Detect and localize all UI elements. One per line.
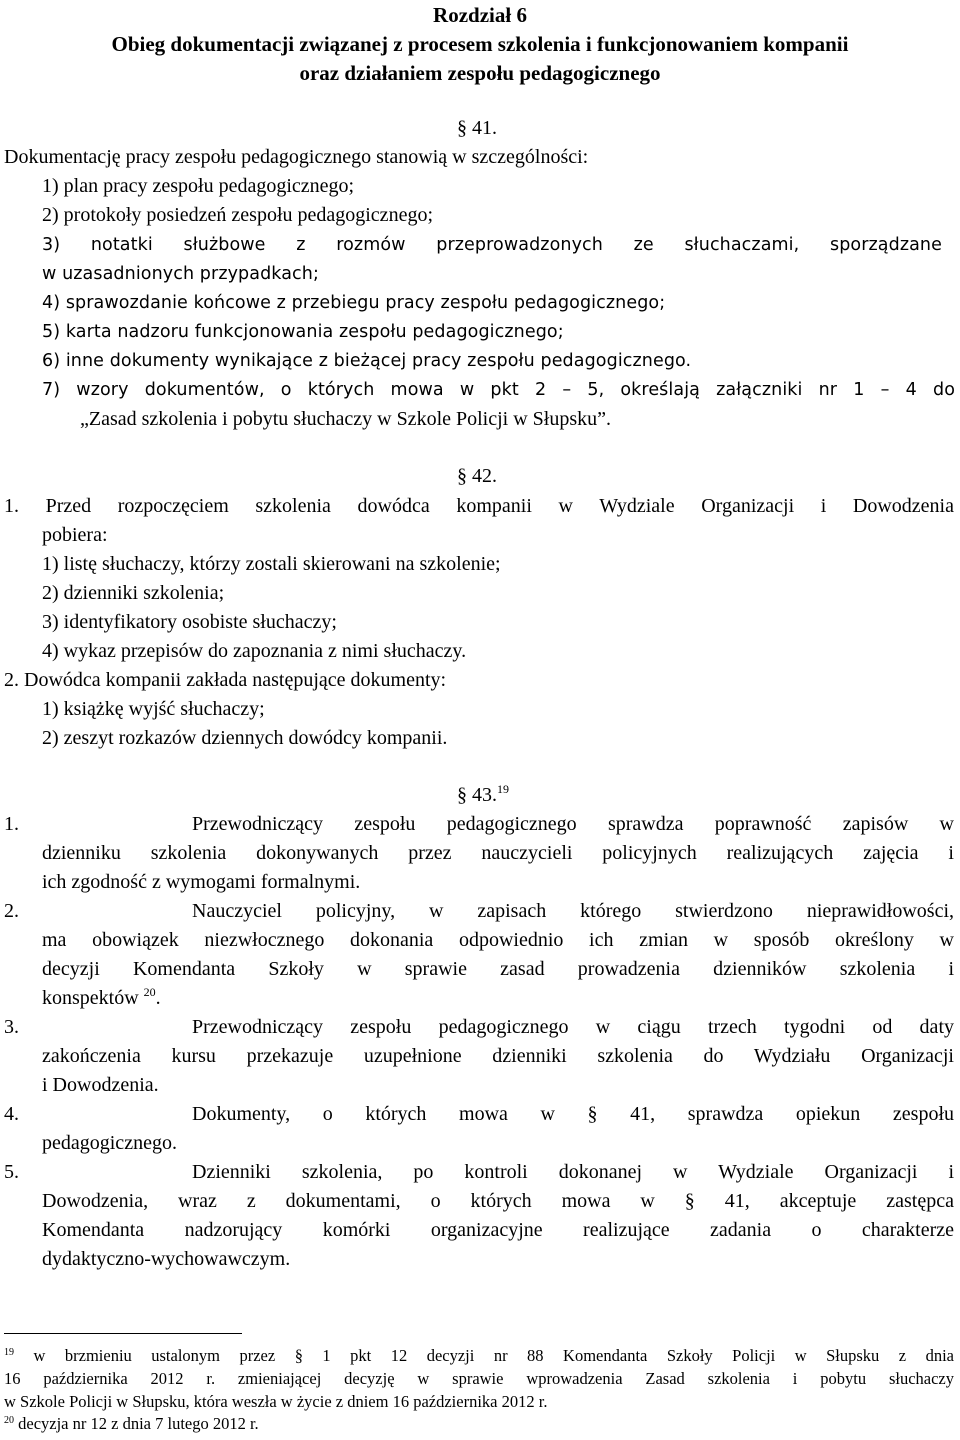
- section-43-label: [457, 781, 509, 809]
- point-first-line: Przewodniczący zespołu pedagogicznego w ciągu trzech tygodni od daty: [192, 1016, 954, 1038]
- point-first-line: Przewodniczący zespołu pedagogicznego sprawdza poprawność zapisów w: [192, 813, 954, 835]
- section-41-item-continuation: „Zasad szkolenia i pobytu słuchaczy w Szkole Policji w Słupsku”.: [80, 408, 612, 430]
- section-41-item: 2) protokoły posiedzeń zespołu pedagogicznego;: [42, 204, 433, 226]
- footnote-20-text: decyzja nr 12 z dnia 7 lutego 2012 r.: [18, 1414, 259, 1433]
- section-41-item: 3) notatki służbowe z rozmów przeprowadzonych ze słuchaczami, sporządzane: [42, 235, 942, 255]
- section-42-paragraph-1-continuation: pobiera:: [42, 524, 108, 546]
- section-43-label-text: § 43.: [457, 784, 497, 806]
- section-42-paragraph-2: 2. Dowódca kompanii zakłada następujące dokumenty:: [4, 669, 447, 691]
- footnote-ref-19: 19: [497, 782, 509, 796]
- section-42-paragraph-1: 1. Przed rozpoczęciem szkolenia dowódca kompanii w Wydziale Organizacji i Dowodzenia: [4, 495, 954, 517]
- point-line: ich zgodność z wymogami formalnymi.: [42, 871, 361, 893]
- section-42-item: 2) dzienniki szkolenia;: [42, 582, 225, 604]
- section-41-item: 7) wzory dokumentów, o których mowa w pkt 2 – 5, określają załączniki nr 1 – 4 do: [42, 380, 955, 400]
- point-line: dydaktyczno-wychowawczym.: [42, 1248, 291, 1270]
- section-42-item: 3) identyfikatory osobiste słuchaczy;: [42, 611, 337, 633]
- point-first-line: Dokumenty, o których mowa w § 41, sprawdza opiekun zespołu: [192, 1103, 954, 1125]
- footnote-19-number: 19: [4, 1347, 14, 1358]
- point-number: 2.: [4, 900, 19, 922]
- point-number: 1.: [4, 813, 19, 835]
- footnote-19-text: w brzmieniu ustalonym przez § 1 pkt 12 decyzji nr 88 Komendanta Szkoły Policji w Słupsku z dnia: [33, 1346, 954, 1365]
- chapter-title-line-1: Obieg dokumentacji związanej z procesem szkolenia i funkcjonowaniem kompanii: [111, 32, 849, 56]
- footnote-20-number: 20: [4, 1415, 14, 1426]
- point-line: [42, 984, 161, 1012]
- footnote-20: [4, 1413, 259, 1434]
- section-41-item: 6) inne dokumenty wynikające z bieżącej pracy zespołu pedagogicznego.: [42, 351, 692, 371]
- section-41-item-continuation: w uzasadnionych przypadkach;: [42, 264, 319, 284]
- section-42-item: 1) książkę wyjść słuchaczy;: [42, 698, 265, 720]
- point-number: 4.: [4, 1103, 19, 1125]
- point-number: 3.: [4, 1016, 19, 1038]
- footnote-19-line-3: w Szkole Policji w Słupsku, która weszła w życie z dniem 16 października 2012 r.: [4, 1392, 548, 1411]
- point-line: dzienniku szkolenia dokonywanych przez nauczycieli policyjnych realizujących zajęcia i: [42, 842, 954, 864]
- point-line: Dowodzenia, wraz z dokumentami, o których mowa w § 41, akceptuje zastępca: [42, 1190, 954, 1212]
- point-line-text: konspektów: [42, 987, 139, 1009]
- footnote-separator: [4, 1333, 242, 1334]
- section-41-item: 5) karta nadzoru funkcjonowania zespołu pedagogicznego;: [42, 322, 564, 342]
- footnote-19-line-1: [4, 1345, 954, 1366]
- section-42-item: 1) listę słuchaczy, którzy zostali skierowani na szkolenie;: [42, 553, 501, 575]
- point-line: Komendanta nadzorujący komórki organizacyjne realizujące zadania o charakterze: [42, 1219, 954, 1241]
- chapter-heading: Rozdział 6: [433, 3, 527, 27]
- section-41-item: 1) plan pracy zespołu pedagogicznego;: [42, 175, 355, 197]
- point-line-tail: .: [155, 987, 161, 1009]
- footnote-19-line-2: 16 października 2012 r. zmieniającej decyzję w sprawie wprowadzenia Zasad szkolenia i pobytu słuchaczy: [4, 1369, 954, 1388]
- section-42-label: § 42.: [457, 465, 497, 487]
- chapter-title-line-2: oraz działaniem zespołu pedagogicznego: [299, 61, 661, 85]
- point-line: i Dowodzenia.: [42, 1074, 159, 1096]
- point-line: ma obowiązek niezwłocznego dokonania odpowiednio ich zmian w sposób określony w: [42, 929, 954, 951]
- point-line: zakończenia kursu przekazuje uzupełnione dzienniki szkolenia do Wydziału Organizacji: [42, 1045, 954, 1067]
- section-42-item: 4) wykaz przepisów do zapoznania z nimi słuchaczy.: [42, 640, 467, 662]
- section-41-item: 4) sprawozdanie końcowe z przebiegu pracy zespołu pedagogicznego;: [42, 293, 666, 313]
- point-number: 5.: [4, 1161, 19, 1183]
- point-first-line: Nauczyciel policyjny, w zapisach którego stwierdzono nieprawidłowości,: [192, 900, 954, 922]
- point-first-line: Dzienniki szkolenia, po kontroli dokonanej w Wydziale Organizacji i: [192, 1161, 954, 1183]
- point-line: decyzji Komendanta Szkoły w sprawie zasad prowadzenia dzienników szkolenia i: [42, 958, 954, 980]
- footnote-ref-20: 20: [143, 985, 156, 999]
- section-41-intro: Dokumentację pracy zespołu pedagogicznego stanowią w szczególności:: [4, 146, 589, 168]
- section-42-item: 2) zeszyt rozkazów dziennych dowódcy kompanii.: [42, 727, 448, 749]
- point-line: pedagogicznego.: [42, 1132, 177, 1154]
- section-41-label: § 41.: [457, 117, 497, 139]
